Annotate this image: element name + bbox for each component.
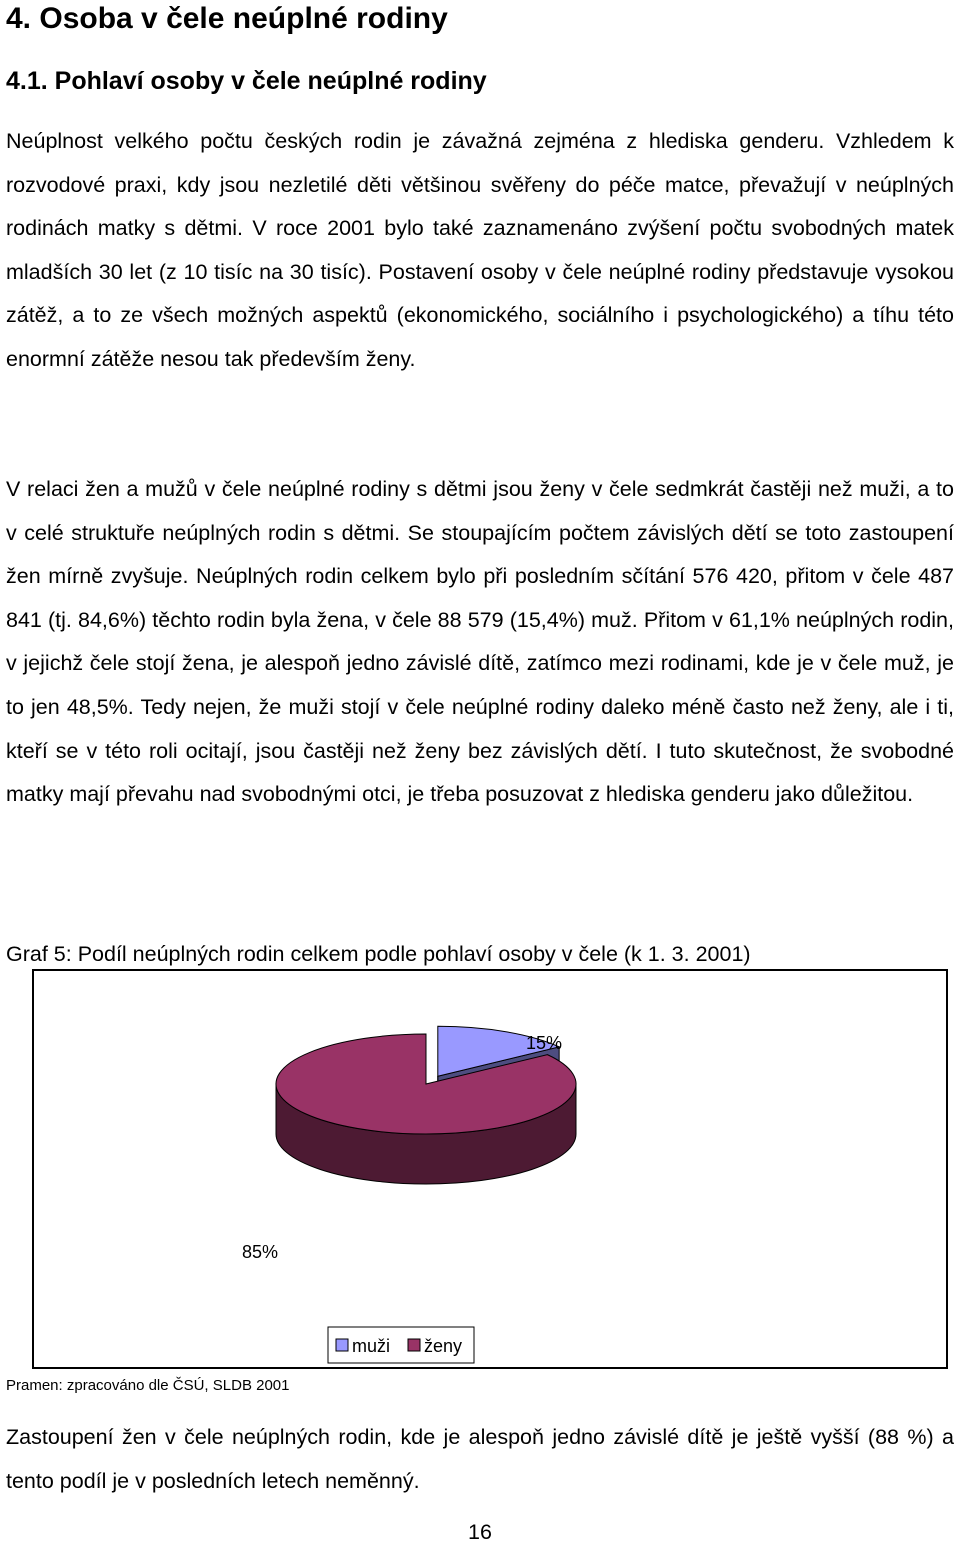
legend-label-zeny: ženy (424, 1336, 463, 1356)
data-label-zeny: 85% (241, 1242, 279, 1262)
pie-chart (34, 971, 946, 1367)
paragraph-3: Zastoupení žen v čele neúplných rodin, kde je alespoň jedno závislé dítě je ještě vyšší (88 %) a tento podíl je v posledních letech neměnný. (6, 1425, 954, 1493)
legend-label-muzi: muži (352, 1336, 391, 1356)
chart-caption: Graf 5: Podíl neúplných rodin celkem podle pohlaví osoby v čele (k 1. 3. 2001) (6, 942, 751, 966)
source-note: Pramen: zpracováno dle ČSÚ, SLDB 2001 (6, 1377, 290, 1394)
chart-frame (32, 969, 948, 1369)
legend-swatch-muzi (336, 1339, 348, 1351)
section-heading: 4.1. Pohlaví osoby v čele neúplné rodiny (6, 67, 487, 95)
page-heading: 4. Osoba v čele neúplné rodiny (6, 2, 448, 35)
data-label-muzi: 15% (525, 1033, 563, 1053)
legend (328, 1327, 474, 1363)
page-number: 16 (468, 1520, 492, 1544)
paragraph-2: V relaci žen a mužů v čele neúplné rodiny s dětmi jsou ženy v čele sedmkrát častěji než muži, a to v celé struktuře neúplných rodin s dětmi. Se stoupajícím počtem závislých dětí se toto zastoupení žen mírně zvyšuje. Neúplných rodin celkem bylo při posledním sčítání 576 420, přitom v čele 487 841 (tj. 84,6%) těchto rodin byla žena, v čele 88 579 (15,4%) muž. Přitom v 61,1% neúplných rodin, v jejichž čele stojí žena, je alespoň jedno závislé dítě, zatímco mezi rodinami, kde je v čele muž, je to jen 48,5%. Tedy nejen, že muži stojí v čele neúplné rodiny daleko méně často než ženy, ale i ti, kteří se v této roli ocitají, jsou častěji než ženy bez závislých dětí. I tuto skutečnost, že svobodné matky mají převahu nad svobodnými otci, je třeba posuzovat z hlediska genderu jako důležitou. (6, 477, 954, 807)
legend-swatch-zeny (408, 1339, 420, 1351)
paragraph-1: Neúplnost velkého počtu českých rodin je závažná zejména z hlediska genderu. Vzhledem k rozvodové praxi, kdy jsou nezletilé děti většinou svěřeny do péče matce, převažují v neúplných rodinách matky s dětmi. V roce 2001 bylo také zaznamenáno zvýšení počtu svobodných matek mladších 30 let (z 10 tisíc na 30 tisíc). Postavení osoby v čele neúplné rodiny představuje vysokou zátěž, a to ze všech možných aspektů (ekonomického, sociálního i psychologického) a tíhu této enormní zátěže nesou tak především ženy. (6, 129, 954, 371)
